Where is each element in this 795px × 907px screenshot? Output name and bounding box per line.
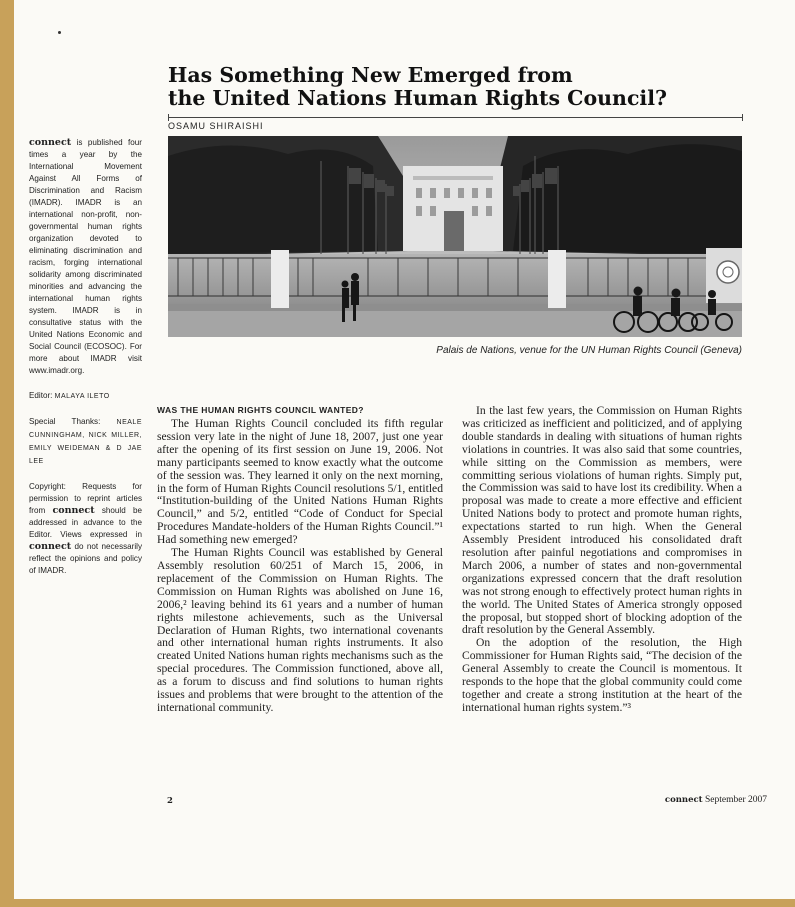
copyright-post: should be addressed in advance to the Editor. Views expressed in — [29, 506, 142, 539]
thanks-block — [29, 416, 142, 468]
thanks-names: NEALE CUNNINGHAM, NICK MILLER, EMILY WEIDEMAN & D JAE LEE — [29, 419, 142, 465]
photo-caption: Palais de Nations, venue for the UN Human Rights Council (Geneva) — [436, 345, 742, 356]
speck — [58, 31, 61, 34]
body-column-2 — [462, 405, 742, 715]
body-paragraph: The Human Rights Council was established by General Assembly resolution 60/251 of March 15, 2006, in replacement of the Commission on Human Rights. The Commission on Human Rights was abolished on June 16, 2006,² leaving behind its 61 years and a number of human rights milestone achievements, such as the Universal Declaration of Human Rights, two international covenants and other international human rights instruments. It also created United Nations human rights mechanisms such as the special procedures. The Commission functioned, above all, as a forum to discuss and find solutions to human rights issues and problems that were brought to the attention of the international community. — [157, 546, 443, 714]
title-rule — [168, 117, 743, 118]
body-column-1 — [157, 418, 443, 715]
section-heading: WAS THE HUMAN RIGHTS COUNCIL WANTED? — [157, 405, 364, 415]
footer-issue — [665, 795, 767, 805]
rule-tick-right — [742, 114, 743, 121]
author-byline: OSAMU SHIRAISHI — [168, 121, 264, 131]
page-number: 2 — [167, 796, 173, 806]
rule-tick-left — [168, 114, 169, 121]
body-paragraph: On the adoption of the resolution, the High Commissioner for Human Rights said, “The decision of the General Assembly to create the Council is momentous. It responds to the hope that the global community could come together and create a strong institution at the heart of the international human rights system.”³ — [462, 636, 742, 714]
article-title — [168, 64, 768, 110]
body-paragraph: In the last few years, the Commission on Human Rights was criticized as inefficient and politicized, and of applying double standards in dealing with situations of human rights violations in countries. It was also said that some countries, while sitting on the Commission as members, were committing serious violations of human rights. Simply put, the Commission was said to have lost its credibility. When a proposal was made to create a more effective and efficient United Nations body to protect and promote human rights, expectations started to run high. When the General Assembly President introduced his consolidated draft resolution after painful negotiations and compromises in March 2006, a number of states and non-governmental organizations expressed concern that the draft resolution was not strong enough to effectively protect human rights in the world. The United States of America strongly opposed the proposal, but stopped short of blocking adoption of the draft resolution by the General Assembly. — [462, 404, 742, 637]
title-line-2: the United Nations Human Rights Council? — [168, 86, 668, 110]
copyright-brand-2: connect — [29, 541, 72, 552]
footer-brand: connect — [664, 795, 703, 805]
editor-label: Editor: — [29, 391, 53, 400]
copyright-end: do not necessarily reflect the opinions and policy of IMADR. — [29, 542, 142, 575]
copyright-pre: Copyright: Requests for permission to reprint articles from — [29, 482, 142, 515]
copyright-brand-1: connect — [52, 505, 95, 516]
editor-block — [29, 390, 142, 403]
title-line-1: Has Something New Emerged from — [168, 63, 573, 87]
sidebar-brand: connect — [29, 137, 72, 148]
about-text: is published four times a year by the International Movement Against All Forms of Discrimination and Racism (IMADR). IMADR is an international non-profit, non-governmental human rights organization devoted to eliminating discrimination and racism, forging international solidarity among discriminated minorities and advancing the international human rights system. IMADR is in consultative status with the United Nations Economic and Social Council (ECOSOC). For more about IMADR visit www.imadr.org. — [29, 138, 142, 375]
body-paragraph: The Human Rights Council concluded its fifth regular session very late in the night of June 18, 2007, just one year after the opening of its first session on June 19, 2006. Not many participants seemed to know exactly what the outcome of the session was. They learned it only on the next morning, in the form of Human Rights Council resolutions 5/1, entitled “Institution-building of the United Nations Human Rights Council,” and 5/2, entitled “Code of Conduct for Special Procedures Mandate-holders of the Human Rights Council.”¹ Had something new emerged? — [157, 417, 443, 547]
copyright-block — [29, 481, 142, 577]
page-edge-left — [0, 0, 14, 907]
page-edge-bottom — [0, 899, 795, 907]
masthead-sidebar — [29, 137, 142, 590]
footer-date: September 2007 — [704, 795, 767, 805]
editor-name: MALAYA ILETO — [54, 393, 110, 400]
about-block — [29, 137, 142, 377]
thanks-label: Special Thanks: — [29, 417, 101, 426]
article-photo — [168, 136, 742, 337]
